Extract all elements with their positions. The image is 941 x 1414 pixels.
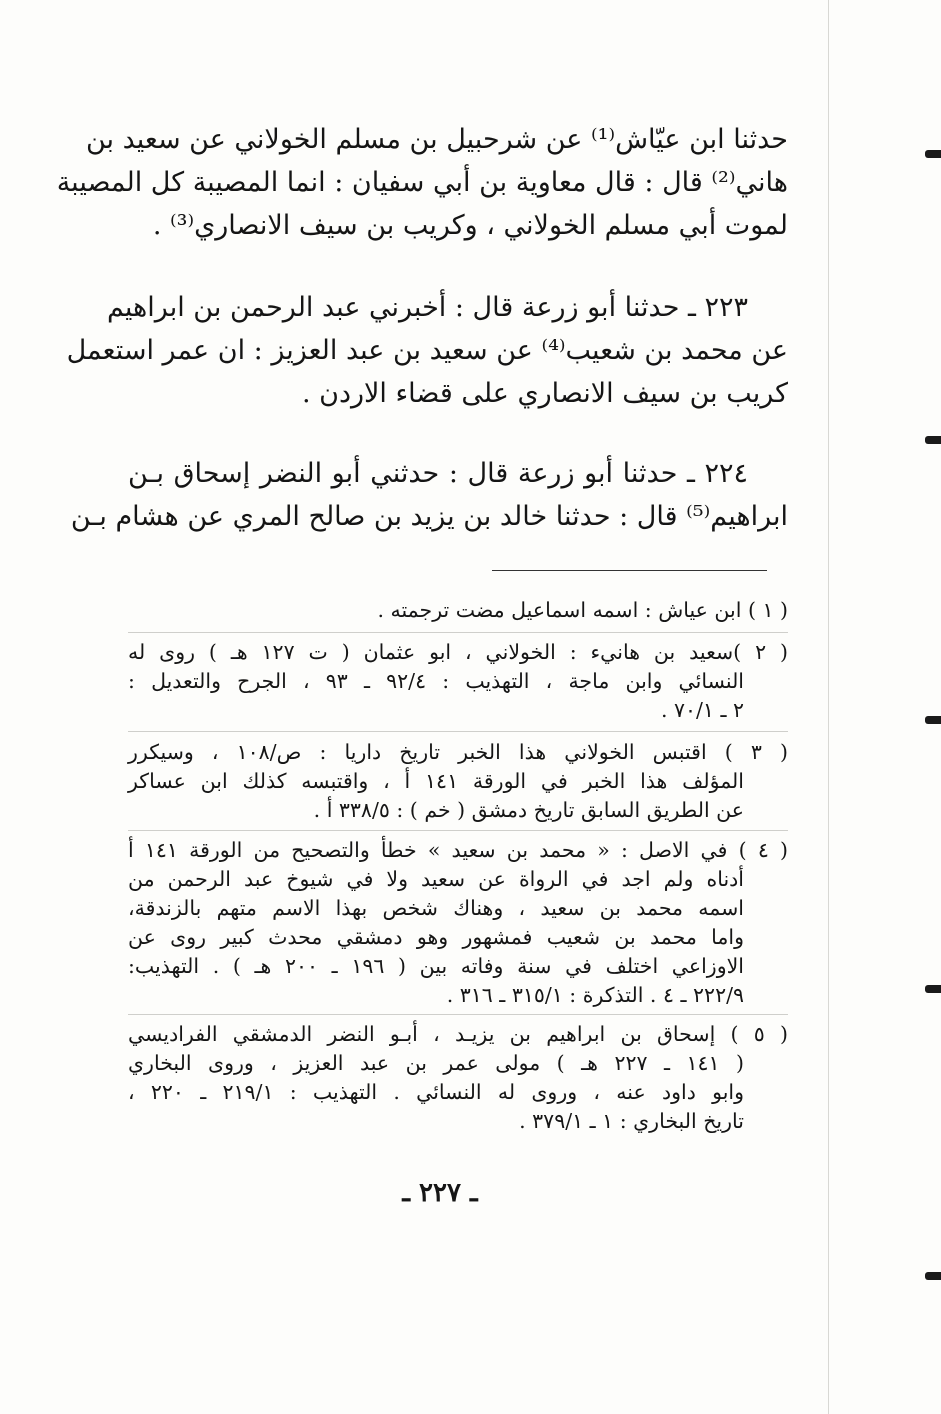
footnote-line: ٢ ـ ٧٠/١ . — [660, 698, 744, 722]
text-line: حدثنا ابن عيّاش⁽¹⁾ عن شرحبيل بن مسلم الخولاني عن سعيد بن — [85, 124, 788, 155]
footnote-line: ( ٢ )سعيد بن هانيء : الخولاني ، ابو عثمان ( ت ١٢٧ هـ ) روى له — [128, 640, 789, 664]
divider — [128, 632, 788, 633]
text-line: هاني⁽²⁾ قال : قال معاوية بن أبي سفيان : انما المصيبة كل المصيبة — [56, 167, 788, 198]
footnote-line: واما محمد بن شعيب فمشهور وهو دمشقي محدث كبير روى عن — [128, 925, 744, 949]
divider — [128, 1014, 788, 1015]
footnote-line: ٢٢٢/٩ ـ ٤ . التذكرة : ٣١٥/١ ـ ٣١٦ . — [446, 983, 744, 1007]
margin-mark — [925, 436, 941, 444]
text-line: كريب بن سيف الانصاري على قضاء الاردن . — [301, 378, 788, 409]
footnote-3 — [128, 738, 788, 825]
page-number: ـ ٢٢٧ ـ — [402, 1178, 478, 1208]
footnote-line: وابو داود عنه ، وروى له النسائي . التهذيب : ٢١٩/١ ـ ٢٢٠ ، — [128, 1080, 744, 1104]
footnote-line: ( ٤ ) في الاصل : « محمد بن سعيد » خطأ والتصحيح من الورقة ١٤١ أ — [128, 838, 789, 862]
text-line: ابراهيم⁽⁵⁾ قال : حدثنا خالد بن يزيد بن صالح المري عن هشام بـن — [70, 501, 788, 532]
text-line: ٢٢٤ ـ حدثنا أبو زرعة قال : حدثني أبو النضر إسحاق بـن — [128, 458, 748, 489]
footnote-line: أدناه ولم اجد في الرواة عن سعيد ولا في شيوخ عبد الرحمن من — [128, 867, 744, 891]
footnote-line: ( ٥ ) إسحاق بن ابراهيم بن يزيـد ، أبـو النضر الدمشقي الفراديسي — [128, 1022, 788, 1046]
footnote-5 — [128, 1020, 788, 1136]
margin-mark — [925, 716, 941, 724]
footnote-line: اسمه محمد بن سعيد ، وهناك شخص بهذا الاسم متهم بالزندقة، — [128, 896, 744, 920]
page-edge-line — [828, 0, 829, 1414]
footnote-line: الاوزاعي اختلف في سنة وفاته بين ( ١٩٦ ـ ٢٠٠ هـ ) . التهذيب: — [128, 954, 744, 978]
main-paragraph-224 — [70, 452, 788, 538]
divider — [128, 830, 788, 831]
footnote-line: ( ١٤١ ـ ٢٢٧ هـ ) مولى عمر بن عبد العزيز ، وروى البخاري — [128, 1051, 744, 1075]
footnote-line: عن الطريق السابق تاريخ دمشق ( خم ) : ٣٣٨/٥ أ . — [313, 798, 744, 822]
main-paragraph-223 — [66, 286, 788, 415]
footnote-line: ( ١ ) ابن عياش : اسمه اسماعيل مضت ترجمته . — [377, 598, 788, 622]
footnote-separator — [492, 570, 767, 571]
footnote-line: النسائي وابن ماجة ، التهذيب : ٩٢/٤ ـ ٩٣ ، الجرح والتعديل : — [128, 669, 745, 693]
main-paragraph-1 — [56, 118, 788, 247]
margin-mark — [925, 1272, 941, 1280]
footnote-1 — [128, 596, 788, 625]
margin-mark — [925, 985, 941, 993]
footnote-line: تاريخ البخاري : ١ ـ ٣٧٩/١ . — [519, 1109, 744, 1133]
text-line: لموت أبي مسلم الخولاني ، وكريب بن سيف الانصاري⁽³⁾ . — [152, 210, 788, 241]
footnote-line: ( ٣ ) اقتبس الخولاني هذا الخبر تاريخ داريا : ص/١٠٨ ، وسيكرر — [128, 740, 788, 764]
text-line: عن محمد بن شعيب⁽⁴⁾ عن سعيد بن عبد العزيز : ان عمر استعمل — [66, 335, 788, 366]
divider — [128, 731, 788, 732]
footnote-line: المؤلف هذا الخبر في الورقة ١٤١ أ ، واقتبسه كذلك ابن عساكر — [128, 769, 744, 793]
footnote-4 — [128, 836, 788, 1010]
margin-mark — [925, 150, 941, 158]
text-line: ٢٢٣ ـ حدثنا أبو زرعة قال : أخبرني عبد الرحمن بن ابراهيم — [106, 292, 748, 323]
footnote-2 — [128, 638, 788, 725]
